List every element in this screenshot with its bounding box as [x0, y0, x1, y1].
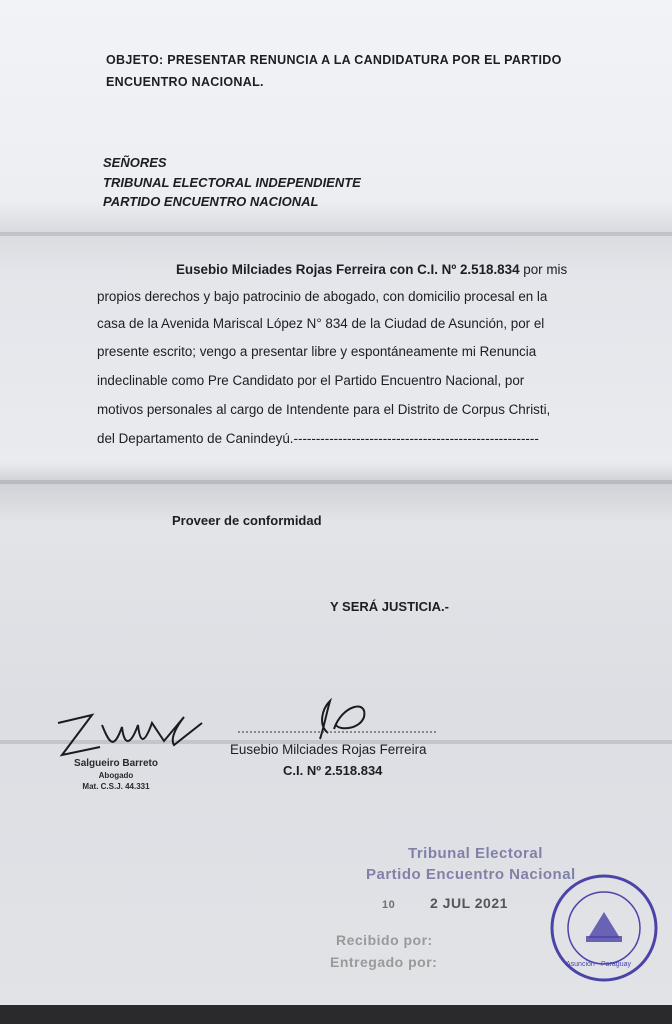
signer-ci: C.I. Nº 2.518.834 — [283, 763, 383, 778]
lawyer-signature — [52, 705, 212, 765]
recipient-line: SEÑORES — [103, 155, 167, 170]
stamp-date: 2 JUL 2021 — [430, 895, 508, 911]
recipient-line: PARTIDO ENCUENTRO NACIONAL — [103, 194, 319, 209]
recipient-line: TRIBUNAL ELECTORAL INDEPENDIENTE — [103, 175, 361, 190]
stamp-date-prefix: 10 — [382, 899, 396, 911]
stamp-line-2: Partido Encuentro Nacional — [366, 866, 576, 883]
objeto-line-1: OBJETO: PRESENTAR RENUNCIA A LA CANDIDATURA POR EL PARTIDO — [106, 53, 562, 67]
proveer-text: Proveer de conformidad — [172, 513, 322, 528]
stamp-delivered: Entregado por: — [330, 954, 438, 970]
stamp-received: Recibido por: — [336, 932, 433, 948]
signer-signature — [238, 695, 438, 745]
body-lead-bold: Eusebio Milciades Rojas Ferreira con C.I. Nº 2.518.834 — [176, 262, 520, 277]
objeto-line-2: ENCUENTRO NACIONAL. — [106, 75, 264, 89]
body-line: presente escrito; vengo a presentar libre y espontáneamente mi Renuncia — [97, 344, 537, 359]
justicia-text: Y SERÁ JUSTICIA.- — [330, 599, 449, 614]
body-line: del Departamento de Canindeyú.------------------------------------------------------- — [97, 431, 539, 446]
lawyer-title: Abogado — [98, 771, 134, 780]
paper-fold — [0, 480, 672, 484]
body-lead-rest: por mis — [519, 262, 568, 277]
body-line: propios derechos y bajo patrocinio de abogado, con domicilio procesal en la — [97, 289, 548, 304]
body-line: motivos personales al cargo de Intendente para el Distrito de Corpus Christi, — [97, 402, 551, 417]
body-line: indeclinable como Pre Candidato por el Partido Encuentro Nacional, por — [97, 373, 525, 388]
seal-bottom-text: Asunción - Paraguay — [566, 961, 631, 968]
lawyer-matricula: Mat. C.S.J. 44.331 — [82, 782, 150, 791]
body-lead — [176, 262, 672, 277]
body-line: casa de la Avenida Mariscal López N° 834 de la Ciudad de Asunción, por el — [97, 316, 545, 331]
paper-fold — [0, 232, 672, 236]
lawyer-name: Salgueiro Barreto — [74, 758, 158, 769]
stamp-line-1: Tribunal Electoral — [408, 845, 543, 862]
signer-name: Eusebio Milciades Rojas Ferreira — [230, 742, 427, 757]
